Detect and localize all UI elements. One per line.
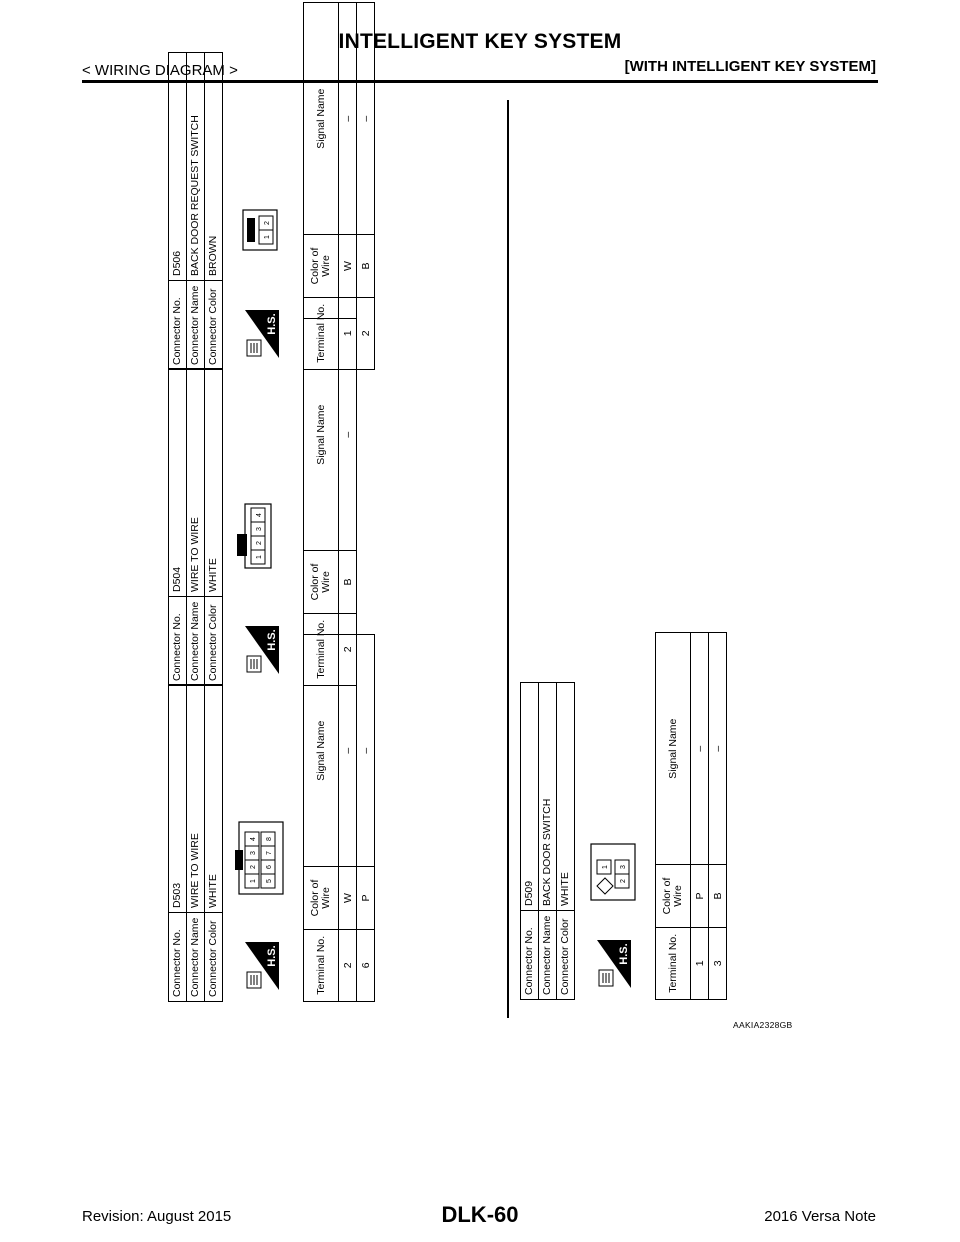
- signal-cell: –: [691, 633, 709, 865]
- connector-no-value: D503: [169, 685, 187, 913]
- signal-name-header: Signal Name: [304, 3, 339, 235]
- table-row: [339, 635, 357, 1002]
- pin-label: 1: [264, 235, 271, 239]
- pin-label: 4: [256, 513, 263, 517]
- terminal-table: [303, 2, 375, 370]
- terminal-no-header: Terminal No.: [304, 613, 339, 685]
- terminal-no-header: Terminal No.: [304, 297, 339, 369]
- table-row: [691, 633, 709, 1000]
- connector-name-label: Connector Name: [187, 281, 205, 370]
- pin-label: 2: [256, 541, 263, 545]
- wire-cell: B: [357, 235, 375, 297]
- connector-no-value: D504: [169, 369, 187, 597]
- signal-cell: –: [357, 3, 375, 235]
- pin-label: 1: [602, 865, 609, 869]
- figure-code: AAKIA2328GB: [733, 1020, 793, 1030]
- connector-color-value: WHITE: [557, 683, 575, 911]
- terminal-cell: 2: [357, 297, 375, 369]
- page-number: DLK-60: [441, 1202, 519, 1227]
- connector-color-label: Connector Color: [205, 597, 223, 686]
- wire-cell: W: [339, 235, 357, 297]
- connector-no-label: Connector No.: [169, 913, 187, 1002]
- connector-color-label: Connector Color: [205, 281, 223, 370]
- model-label: 2016 Versa Note: [764, 1208, 876, 1225]
- harness-side-icon: [597, 940, 631, 988]
- signal-cell: –: [357, 635, 375, 867]
- variant-label: [WITH INTELLIGENT KEY SYSTEM]: [624, 58, 876, 75]
- signal-cell: –: [709, 633, 727, 865]
- table-row: [339, 319, 357, 686]
- terminal-cell: 1: [691, 927, 709, 999]
- connector-no-label: Connector No.: [521, 911, 539, 1000]
- pin-label: 6: [266, 865, 273, 869]
- signal-name-header: Signal Name: [656, 633, 691, 865]
- wire-cell: B: [709, 865, 727, 927]
- connector-face-icon: [233, 140, 293, 260]
- wire-cell: W: [339, 867, 357, 929]
- harness-side-icon: [245, 310, 279, 358]
- wire-cell: P: [691, 865, 709, 927]
- connector-name-label: Connector Name: [187, 913, 205, 1002]
- connector-color-label: Connector Color: [557, 911, 575, 1000]
- signal-cell: –: [339, 3, 357, 235]
- connector-face-icon: [585, 790, 645, 910]
- connector-name-value: BACK DOOR REQUEST SWITCH: [187, 53, 205, 281]
- connector-info-table: [520, 682, 575, 1000]
- connector-color-value: WHITE: [205, 685, 223, 913]
- terminal-cell: 6: [357, 929, 375, 1001]
- connector-name-value: WIRE TO WIRE: [187, 369, 205, 597]
- pin-label: 4: [250, 837, 257, 841]
- terminal-table: [303, 634, 375, 1002]
- table-row: [357, 635, 375, 1002]
- connector-no-label: Connector No.: [169, 597, 187, 686]
- hs-label: H.S.: [266, 313, 278, 335]
- hs-label: H.S.: [266, 945, 278, 967]
- connector-no-value: D506: [169, 53, 187, 281]
- revision-label: Revision: August 2015: [82, 1208, 232, 1225]
- harness-side-icon: [245, 626, 279, 674]
- wire-color-header: Color of Wire: [304, 867, 339, 929]
- connector-info-table: [168, 684, 223, 1002]
- terminal-cell: 1: [339, 297, 357, 369]
- terminal-table: [303, 318, 357, 686]
- pin-label: 2: [264, 221, 271, 225]
- table-row: [709, 633, 727, 1000]
- pin-label: 7: [266, 851, 273, 855]
- hs-label: H.S.: [266, 629, 278, 651]
- signal-cell: –: [339, 319, 357, 551]
- connector-color-value: BROWN: [205, 53, 223, 281]
- connector-no-value: D509: [521, 683, 539, 911]
- pin-label: 5: [266, 879, 273, 883]
- pin-label: 3: [256, 527, 263, 531]
- wire-cell: B: [339, 551, 357, 613]
- hs-label: H.S.: [618, 943, 630, 965]
- terminal-cell: 2: [339, 613, 357, 685]
- column-divider: [507, 100, 509, 1018]
- pin-label: 2: [250, 865, 257, 869]
- terminal-table: [655, 632, 727, 1000]
- pin-label: 3: [620, 865, 627, 869]
- signal-name-header: Signal Name: [304, 319, 339, 551]
- connector-name-value: WIRE TO WIRE: [187, 685, 205, 913]
- connector-name-value: BACK DOOR SWITCH: [539, 683, 557, 911]
- wire-cell: P: [357, 867, 375, 929]
- pin-label: 2: [620, 879, 627, 883]
- terminal-no-header: Terminal No.: [304, 929, 339, 1001]
- connector-name-label: Connector Name: [539, 911, 557, 1000]
- terminal-no-header: Terminal No.: [656, 927, 691, 999]
- signal-cell: –: [339, 635, 357, 867]
- wire-color-header: Color of Wire: [656, 865, 691, 927]
- signal-name-header: Signal Name: [304, 635, 339, 867]
- wire-color-header: Color of Wire: [304, 551, 339, 613]
- section-label: < WIRING DIAGRAM >: [82, 62, 238, 79]
- connector-color-label: Connector Color: [205, 913, 223, 1002]
- wire-color-header: Color of Wire: [304, 235, 339, 297]
- table-row: [357, 3, 375, 370]
- pin-label: 8: [266, 837, 273, 841]
- connector-info-table: [168, 368, 223, 686]
- pin-label: 1: [250, 879, 257, 883]
- pin-label: 1: [256, 555, 263, 559]
- terminal-cell: 2: [339, 929, 357, 1001]
- pin-label: 3: [250, 851, 257, 855]
- connector-face-icon: [233, 782, 293, 902]
- connector-name-label: Connector Name: [187, 597, 205, 686]
- connector-color-value: WHITE: [205, 369, 223, 597]
- connector-face-icon: [233, 456, 293, 576]
- connector-no-label: Connector No.: [169, 281, 187, 370]
- connector-info-table: [168, 52, 223, 370]
- terminal-cell: 3: [709, 927, 727, 999]
- harness-side-icon: [245, 942, 279, 990]
- page-title: INTELLIGENT KEY SYSTEM: [338, 30, 622, 53]
- table-row: [339, 3, 357, 370]
